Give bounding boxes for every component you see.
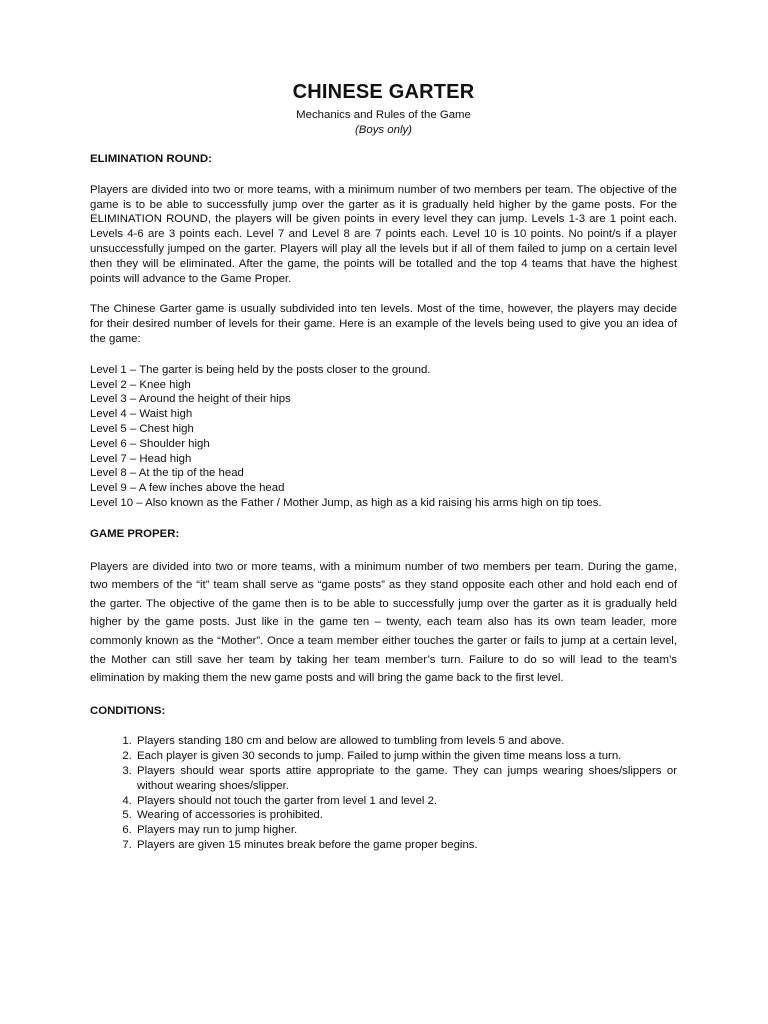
elimination-paragraph-1: Players are divided into two or more teams, with a minimum number of two members per team. The objective of the game is to be able to successfully jump over the garter as it is gradually held higher by the game posts. For the ELIMINATION ROUND, the players will be given points in every level they can jump. Levels 1-3 are 1 point each. Levels 4-6 are 3 points each. Level 7 and Level 8 are 7 points each. Level 10 is 10 points. No point/s if a player unsuccessfully jumped on the garter. Players will play all the levels but if all of them failed to jump on a certain level then they will be eliminated. After the game, the points will be totalled and the top 4 teams that have the highest points will advance to the Game Proper.: [90, 183, 677, 285]
elimination-paragraph-2: The Chinese Garter game is usually subdivided into ten levels. Most of the time, however, the players may decide for their desired number of levels for their game. Here is an example of the levels being used to give you an idea of the game:: [90, 303, 677, 345]
level-item: Level 10 – Also known as the Father / Mother Jump, as high as a kid raising his arms high on tip toes.: [90, 496, 602, 509]
level-item: Level 3 – Around the height of their hips: [90, 393, 291, 406]
level-item: Level 2 – Knee high: [90, 378, 191, 391]
level-item: Level 9 – A few inches above the head: [90, 482, 285, 495]
conditions-list: [90, 734, 677, 852]
level-item: Level 4 – Waist high: [90, 408, 193, 421]
condition-item: 6. Players may run to jump higher.: [135, 823, 677, 838]
condition-item: 1. Players standing 180 cm and below are allowed to tumbling from levels 5 and above.: [135, 734, 677, 749]
level-item: Level 8 – At the tip of the head: [90, 467, 244, 480]
condition-item: 2. Each player is given 30 seconds to jump. Failed to jump within the given time means loss a turn.: [135, 749, 677, 764]
document-subtitle: Mechanics and Rules of the Game: [296, 109, 471, 121]
document-content: [90, 80, 677, 853]
level-item: Level 7 – Head high: [90, 452, 192, 465]
game-proper-heading: GAME PROPER:: [90, 527, 180, 540]
document-title: CHINESE GARTER: [292, 81, 475, 103]
levels-list: [90, 363, 677, 511]
condition-item: 4. Players should not touch the garter from level 1 and level 2.: [135, 794, 677, 809]
elimination-heading: ELIMINATION ROUND:: [90, 153, 212, 165]
level-item: Level 1 – The garter is being held by the posts closer to the ground.: [90, 363, 431, 376]
level-item: Level 5 – Chest high: [90, 422, 194, 435]
conditions-heading: CONDITIONS:: [90, 704, 166, 717]
document-note: (Boys only): [355, 124, 412, 136]
condition-item: 7. Players are given 15 minutes break before the game proper begins.: [135, 838, 677, 853]
condition-item: 3. Players should wear sports attire appropriate to the game. They can jumps wearing shoes/slippers or without wearing shoes/slipper.: [135, 764, 677, 794]
level-item: Level 6 – Shoulder high: [90, 437, 210, 450]
game-proper-paragraph: Players are divided into two or more teams, with a minimum number of two members per team. During the game, two members of the “it” team shall serve as “game posts” as they stand opposite each other and hold each end of the garter. The objective of the game then is to be able to successfully jump over the garter as it is gradually held higher by the game posts. Just like in the game ten – twenty, each team also has its own team leader, more commonly known as the “Mother”. Once a team member either touches the garter or fails to jump at a certain level, the Mother can still save her team by taking her team member’s turn. Failure to do so will lead to the team’s elimination by making them the new game posts and will bring the game back to the first level.: [90, 560, 677, 685]
condition-item: 5. Wearing of accessories is prohibited.: [135, 808, 677, 823]
